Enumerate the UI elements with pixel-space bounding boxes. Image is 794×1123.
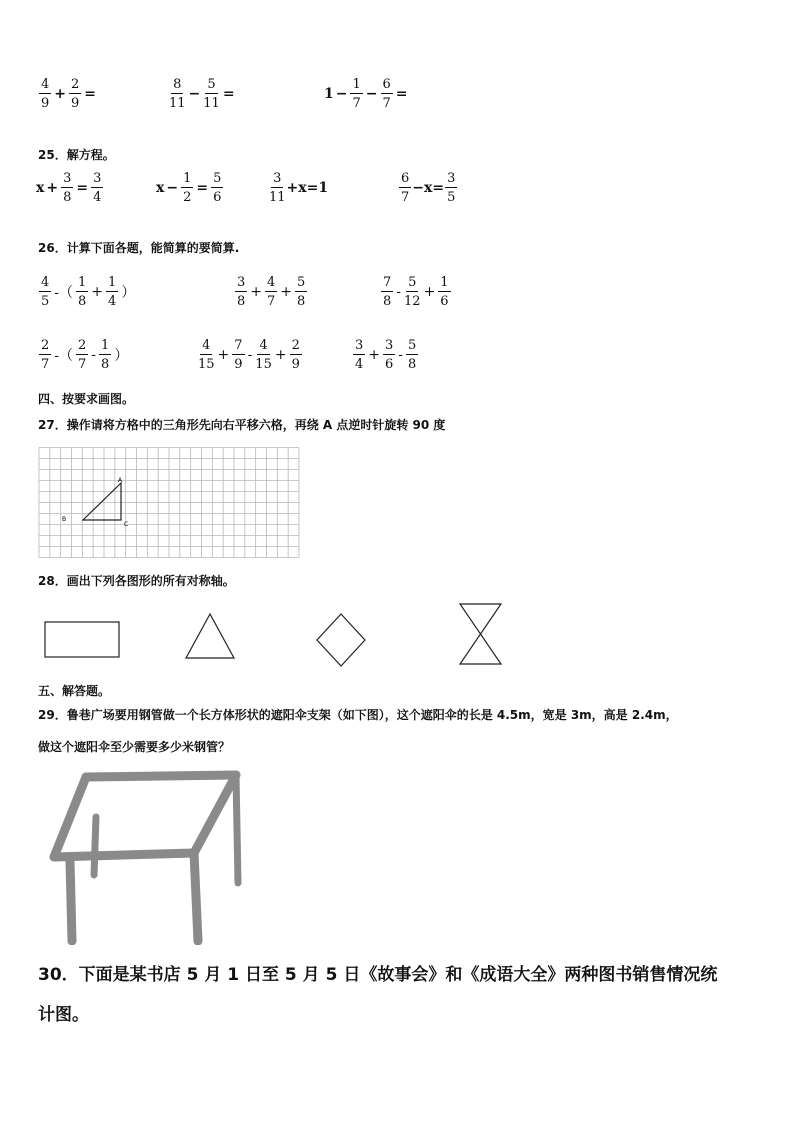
numerator: 4 (41, 275, 50, 290)
label-c: C (124, 521, 129, 528)
fraction (203, 78, 220, 110)
equation-middle: −x= (412, 180, 445, 196)
variable: x (156, 180, 165, 196)
equals-sign: = (76, 180, 89, 196)
fraction (181, 172, 193, 204)
denominator: 5 (447, 190, 456, 205)
denominator: 8 (408, 357, 417, 372)
numerator: 5 (408, 275, 417, 290)
denominator: 6 (385, 357, 394, 372)
equals-sign: = (84, 86, 97, 102)
equation-25-3 (268, 172, 328, 204)
fraction (383, 339, 395, 371)
equals-sign: = (196, 180, 209, 196)
fraction (350, 78, 362, 110)
denominator: 15 (255, 357, 272, 372)
numerator: 6 (401, 171, 410, 186)
question-26-title: 26．计算下面各题，能简算的要简算. (38, 241, 240, 255)
numerator: 1 (101, 338, 110, 353)
operator: + (423, 284, 436, 300)
denominator: 9 (71, 96, 80, 111)
expr-26-6 (352, 339, 419, 371)
fraction (91, 172, 103, 204)
numerator: 1 (352, 77, 361, 92)
numerator: 7 (383, 275, 392, 290)
numerator: 3 (93, 171, 102, 186)
rectangle-shape (45, 622, 119, 657)
steel-bar (86, 775, 236, 777)
fraction (61, 172, 73, 204)
fraction (445, 172, 457, 204)
expr-26-2 (234, 276, 308, 308)
steel-bar (194, 775, 236, 853)
symmetry-shapes (40, 600, 510, 670)
frame-bars (54, 775, 238, 941)
operator: - (247, 347, 253, 363)
expr-26-4 (38, 339, 130, 371)
fraction (353, 339, 365, 371)
steel-bar (54, 777, 86, 857)
denominator: 7 (382, 96, 391, 111)
fraction (39, 339, 51, 371)
denominator: 9 (234, 357, 243, 372)
numerator: 5 (213, 171, 222, 186)
operator: − (335, 86, 348, 102)
section-5-heading: 五、解答题。 (38, 684, 111, 698)
numerator: 6 (382, 77, 391, 92)
fraction (295, 276, 307, 308)
section-4-heading: 四、按要求画图。 (38, 392, 135, 406)
steel-bar (54, 853, 194, 857)
denominator: 11 (169, 96, 186, 111)
denominator: 4 (355, 357, 364, 372)
fraction (406, 339, 418, 371)
fraction (106, 276, 118, 308)
denominator: 5 (41, 294, 50, 309)
question-30-line1: 30．下面是某书店 5 月 1 日至 5 月 5 日《故事会》和《成语大全》两种图书销售情况统 (38, 965, 718, 985)
expr-row0-2 (168, 78, 237, 110)
numerator: 3 (273, 171, 282, 186)
denominator: 8 (78, 294, 87, 309)
question-29-line2: 做这个遮阳伞至少需要多少米钢管？ (38, 740, 231, 754)
operator: + (280, 284, 293, 300)
fraction (290, 339, 302, 371)
operator: - (398, 347, 404, 363)
rhombus-shape (317, 614, 365, 666)
operator: - (91, 347, 97, 363)
denominator: 8 (383, 294, 392, 309)
steel-bar (94, 817, 96, 875)
paren-close: ） (114, 348, 129, 364)
denominator: 2 (183, 190, 192, 205)
fraction (211, 172, 223, 204)
numerator: 1 (183, 171, 192, 186)
question-30-line2: 计图。 (38, 1005, 89, 1025)
denominator: 7 (352, 96, 361, 111)
denominator: 15 (198, 357, 215, 372)
variable: x (36, 180, 45, 196)
fraction (169, 78, 186, 110)
fraction (438, 276, 450, 308)
fraction (269, 172, 286, 204)
numerator: 4 (202, 338, 211, 353)
numerator: 1 (108, 275, 117, 290)
denominator: 4 (93, 190, 102, 205)
denominator: 6 (213, 190, 222, 205)
steel-bar (194, 853, 198, 941)
numerator: 8 (173, 77, 182, 92)
expr-26-3 (380, 276, 452, 308)
numerator: 2 (71, 77, 80, 92)
denominator: 7 (41, 357, 50, 372)
fraction (76, 339, 88, 371)
fraction (399, 172, 411, 204)
fraction (69, 78, 81, 110)
operator: - (396, 284, 402, 300)
numerator: 3 (385, 338, 394, 353)
denominator: 7 (267, 294, 276, 309)
numerator: 7 (234, 338, 243, 353)
fraction (198, 339, 215, 371)
numerator: 5 (297, 275, 306, 290)
grid-lines (39, 448, 299, 558)
grid-with-triangle (38, 447, 300, 558)
operator: + (46, 180, 59, 196)
triangle (83, 483, 121, 520)
fraction (99, 339, 111, 371)
numerator: 3 (355, 338, 364, 353)
fraction (265, 276, 277, 308)
operator: -（ (54, 348, 74, 364)
paren-close: ） (121, 285, 136, 301)
fraction (39, 78, 51, 110)
equals-sign: = (395, 86, 408, 102)
numerator: 5 (207, 77, 216, 92)
numerator: 3 (237, 275, 246, 290)
numerator: 3 (63, 171, 72, 186)
fraction (232, 339, 244, 371)
denominator: 9 (291, 357, 300, 372)
operator: − (365, 86, 378, 102)
equation-25-4 (398, 172, 458, 204)
expr-26-5 (197, 339, 303, 371)
numerator: 1 (78, 275, 87, 290)
denominator: 11 (269, 190, 286, 205)
operator: − (188, 86, 201, 102)
numerator: 2 (291, 338, 300, 353)
denominator: 9 (41, 96, 50, 111)
operator: + (91, 284, 104, 300)
numerator: 2 (41, 338, 50, 353)
operator: − (166, 180, 179, 196)
denominator: 8 (63, 190, 72, 205)
operator: -（ (54, 285, 74, 301)
denominator: 6 (440, 294, 449, 309)
denominator: 12 (404, 294, 421, 309)
denominator: 7 (78, 357, 87, 372)
numerator: 5 (408, 338, 417, 353)
question-28-title: 28．画出下列各图形的所有对称轴。 (38, 574, 235, 588)
numerator: 4 (259, 338, 268, 353)
expr-row0-1 (38, 78, 98, 110)
label-a: A (118, 477, 123, 484)
fraction (381, 276, 393, 308)
expr-row0-3 (324, 78, 410, 110)
operator: + (217, 347, 230, 363)
steel-bar (236, 775, 238, 883)
equals-sign: = (222, 86, 235, 102)
numerator: 3 (447, 171, 456, 186)
denominator: 4 (108, 294, 117, 309)
denominator: 11 (203, 96, 220, 111)
triangle-shape (186, 614, 234, 658)
question-29-line1: 29．鲁巷广场要用钢管做一个长方体形状的遮阳伞支架（如下图），这个遮阳伞的长是 4.5m，宽是 3m，高是 2.4m， (38, 708, 678, 722)
fraction (235, 276, 247, 308)
expr-26-1 (38, 276, 137, 308)
umbrella-frame-drawing (46, 765, 252, 945)
fraction (255, 339, 272, 371)
fraction (39, 276, 51, 308)
operator: + (368, 347, 381, 363)
fraction (76, 276, 88, 308)
hourglass-shape (460, 604, 501, 664)
integer: 1 (324, 86, 334, 102)
operator: + (54, 86, 67, 102)
numerator: 4 (41, 77, 50, 92)
numerator: 4 (267, 275, 276, 290)
equation-25-1 (36, 172, 104, 204)
equation-25-2 (156, 172, 224, 204)
denominator: 8 (297, 294, 306, 309)
label-b: B (62, 516, 67, 523)
steel-bar (70, 861, 72, 941)
numerator: 2 (78, 338, 87, 353)
question-27-title: 27．操作请将方格中的三角形先向右平移六格，再绕 A 点逆时针旋转 90 度 (38, 418, 446, 432)
operator: + (274, 347, 287, 363)
operator: + (250, 284, 263, 300)
denominator: 8 (101, 357, 110, 372)
numerator: 1 (440, 275, 449, 290)
fraction (381, 78, 393, 110)
equation-rest: +x=1 (286, 180, 329, 196)
question-25-title: 25．解方程。 (38, 148, 115, 162)
denominator: 8 (237, 294, 246, 309)
fraction (404, 276, 421, 308)
denominator: 7 (401, 190, 410, 205)
